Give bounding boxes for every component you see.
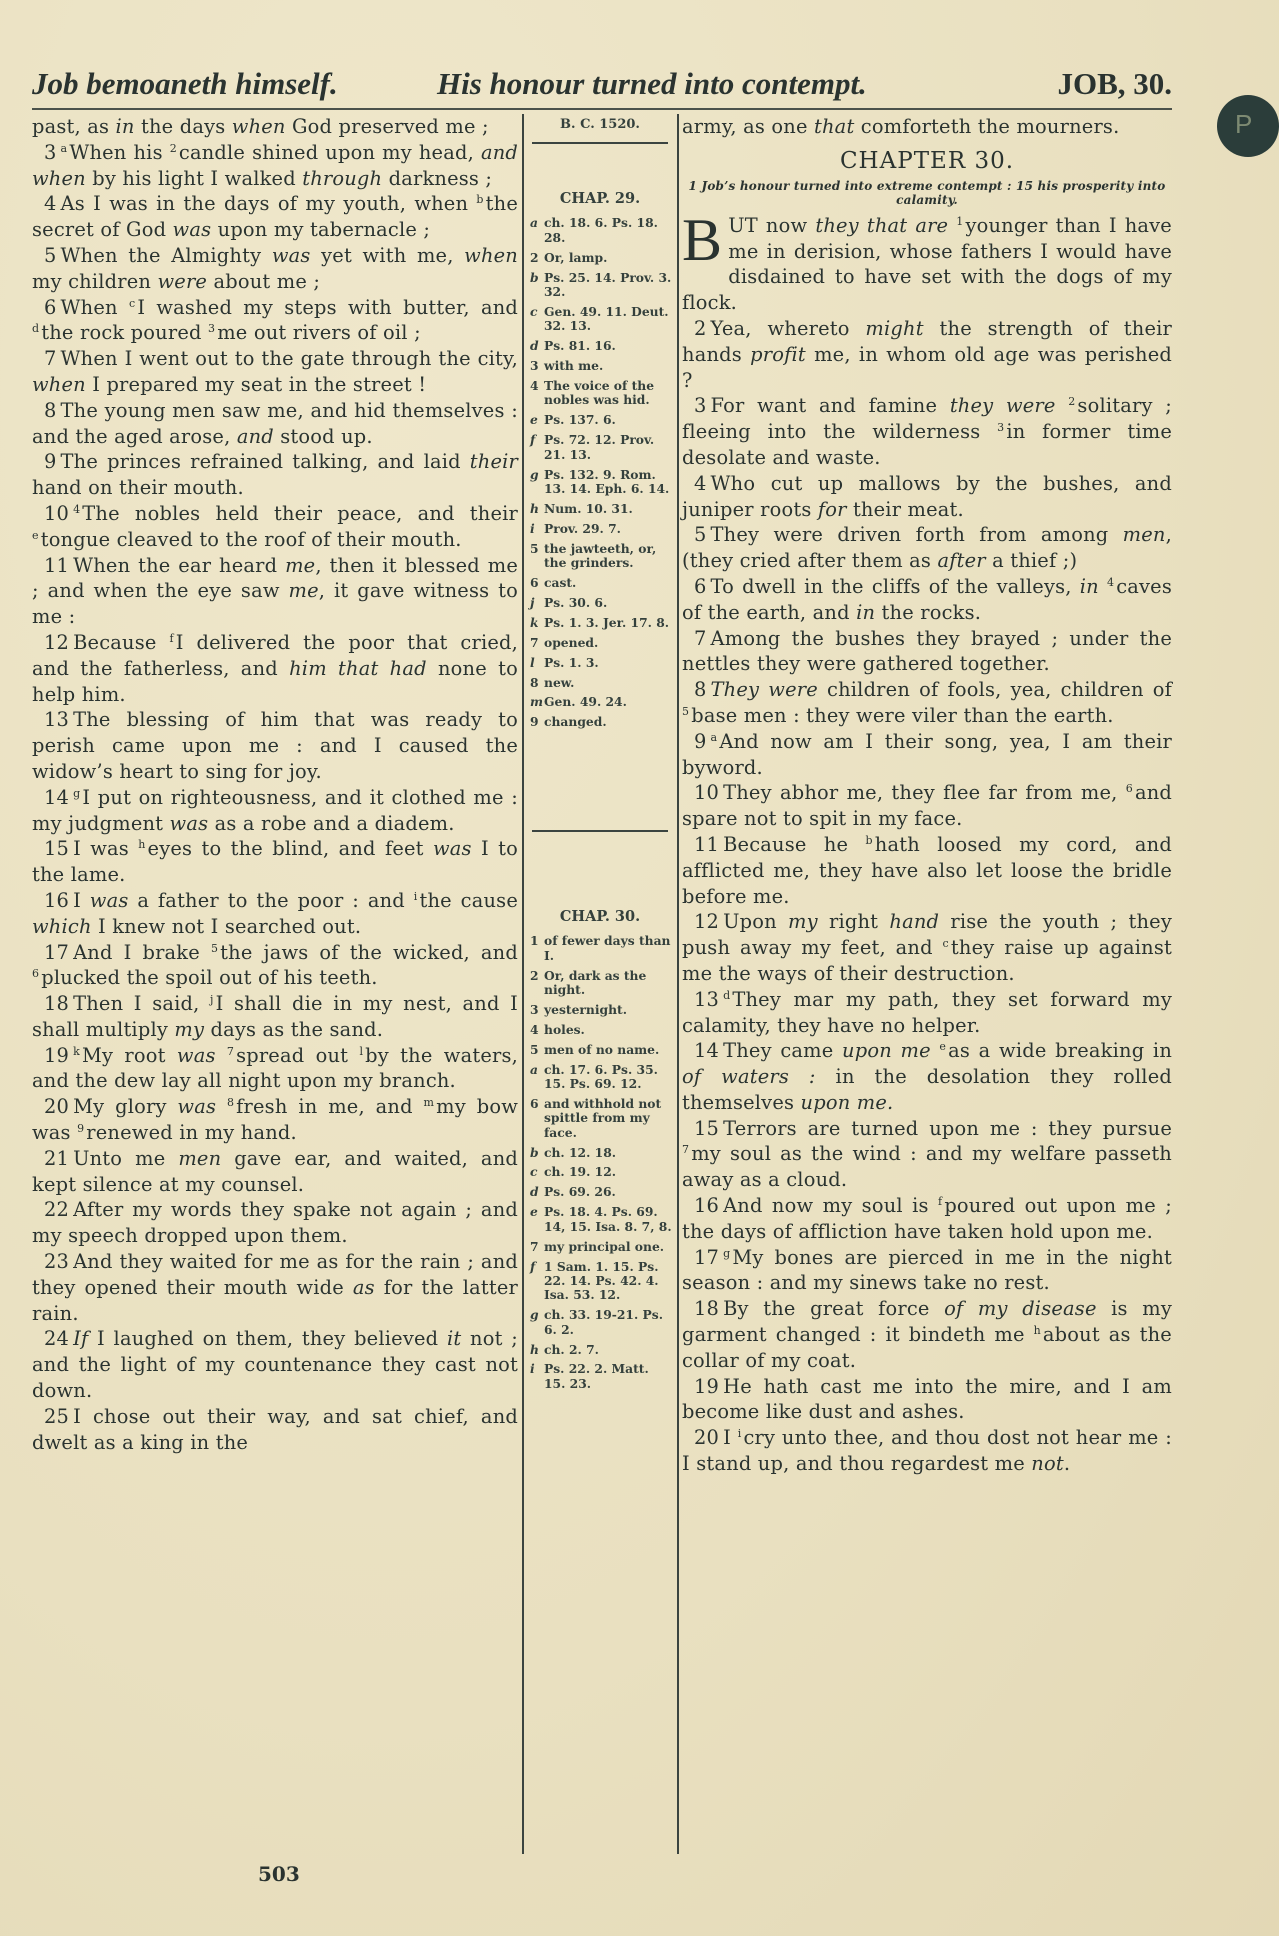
verse-number: 8 (44, 398, 57, 422)
verse-number: 20 (694, 1426, 720, 1450)
verse-text: Because $^f$ I delivered the poor that cried, and the fatherless, and him that had none to help him. (32, 630, 519, 706)
reference-text: cast. (544, 575, 577, 591)
thumb-index-letter: P (1235, 109, 1253, 139)
reference-mark: l (530, 654, 535, 670)
verse-16 (682, 1193, 1172, 1245)
verse-18 (32, 991, 518, 1043)
verse-number: 23 (44, 1250, 70, 1274)
verse-11 (32, 553, 518, 630)
running-head-middle: His honour turned into contempt. (437, 66, 867, 101)
margin-date: B. C. 1520. (560, 117, 640, 132)
verse-text: And now my soul is $^f$ poured out upon me ; the days of affliction have taken hold upon me. (682, 1194, 1172, 1243)
reference-mark: j (530, 594, 535, 610)
verse-10 (682, 780, 1172, 832)
reference-text: Prov. 29. 7. (544, 520, 621, 536)
cross-reference (526, 676, 674, 690)
verse-number: 16 (694, 1194, 720, 1218)
cross-reference (526, 934, 674, 963)
thumb-index-tab[interactable] (1217, 95, 1279, 157)
running-head (32, 66, 1172, 106)
reference-text: Or, dark as the night. (544, 967, 647, 997)
cross-reference (526, 1308, 674, 1337)
reference-text: 1 Sam. 1. 15. Ps. 22. 14. Ps. 42. 4. Isa. 53. 12. (544, 1258, 659, 1303)
verse-number: 8 (694, 678, 707, 702)
verse-1-text: UT now they that are $^1$ younger than I have me in derision, whose fathers I would have disdained to have set with the dogs of my flock. (682, 213, 1172, 315)
verse-number: 7 (694, 626, 707, 650)
verse-number: 13 (44, 708, 70, 732)
reference-text: changed. (544, 714, 607, 730)
carryover-verse (32, 114, 518, 140)
verse-12 (32, 630, 518, 707)
verse-13 (32, 707, 518, 784)
reference-mark: 2 (530, 967, 539, 983)
cross-reference (526, 656, 674, 670)
verse-19 (682, 1374, 1172, 1426)
chapter-29-references (526, 216, 674, 729)
verse-text: The young men saw me, and hid themselves : and the aged arose, and stood up. (32, 398, 518, 448)
verse-13 (682, 987, 1172, 1039)
header-rule (32, 108, 1172, 110)
reference-mark: g (530, 1307, 539, 1323)
verse-number: 9 (694, 729, 707, 753)
reference-text: Ps. 69. 26. (544, 1184, 616, 1200)
cross-reference (526, 695, 674, 709)
verse-text: Who cut up mallows by the bushes, and juniper roots for their meat. (682, 471, 1172, 521)
verse-number: 20 (44, 1095, 70, 1119)
margin-chapter-29-label: CHAP. 29. (559, 190, 641, 207)
verse-text: They came upon me $^e$ as a wide breaking in of waters : in the desolation they rolled themselves upon me. (682, 1039, 1173, 1114)
verse-number: 15 (694, 1116, 720, 1140)
reference-text: and withhold not spittle from my face. (544, 1095, 662, 1140)
verse-text: I chose out their way, and sat chief, and dwelt as a king in the (32, 1404, 518, 1454)
verse-7 (682, 626, 1172, 678)
cross-reference (526, 715, 674, 729)
verse-text: They were children of fools, yea, children of $^5$ base men : they were viler than the earth. (682, 678, 1172, 727)
cross-reference (526, 1063, 674, 1092)
verse-number: 9 (44, 450, 57, 474)
page-number: 503 (258, 1862, 300, 1886)
column-divider-left (522, 114, 524, 1854)
cross-reference (526, 433, 674, 462)
cross-reference (526, 1003, 674, 1017)
reference-mark: 6 (530, 575, 539, 591)
verse-text: $^a$ And now am I their song, yea, I am their byword. (682, 729, 1172, 779)
verse-text: Yea, whereto might the strength of their hands profit me, in whom old age was perished ? (682, 316, 1172, 392)
carryover-verse: army, as one that comforteth the mourners. (682, 115, 1120, 138)
verse-number: 5 (44, 243, 57, 267)
reference-mark: 4 (530, 1021, 539, 1037)
reference-mark: f (530, 432, 536, 448)
verse-12 (682, 909, 1172, 986)
reference-mark: i (530, 1361, 535, 1377)
reference-mark: 5 (530, 1041, 539, 1057)
reference-text: Ps. 81. 16. (544, 338, 616, 354)
running-head-book-chapter: JOB, 30. (1057, 66, 1172, 101)
cross-reference (526, 522, 674, 536)
verse-text: When the ear heard me, then it blessed me ; and when the eye saw me, it gave witness to me : (32, 553, 518, 629)
reference-mark: b (530, 269, 539, 285)
cross-reference (526, 636, 674, 650)
cross-reference (526, 502, 674, 516)
verse-text: For want and famine they were $^2$ solitary ; fleeing into the wilderness $^3$ in former time desolate and waste. (682, 394, 1172, 469)
reference-text: Ps. 22. 2. Matt. 15. 23. (544, 1361, 649, 1391)
reference-mark: e (530, 412, 538, 428)
chapter-30-verses (682, 316, 1172, 1477)
verse-number: 18 (694, 1297, 720, 1321)
verse-number: 2 (694, 316, 707, 340)
verse-text: They abhor me, they flee far from me, $^6$ and spare not to spit in my face. (682, 781, 1172, 831)
reference-mark: a (530, 1061, 538, 1077)
verse-number: 3 (44, 140, 57, 164)
cross-reference (526, 1165, 674, 1179)
verse-text: The blessing of him that was ready to perish came upon me : and I caused the widow’s heart to sing for joy. (32, 708, 518, 783)
verse-text: To dwell in the cliffs of the valleys, in $^4$ caves of the earth, and in the rocks. (682, 574, 1172, 624)
reference-text: Ps. 18. 4. Ps. 69. 14, 15. Isa. 8. 7, 8. (544, 1204, 672, 1234)
verse-20 (32, 1094, 518, 1146)
reference-text: Gen. 49. 11. Deut. 32. 13. (544, 303, 669, 334)
verse-number: 12 (694, 910, 720, 934)
verse-24 (32, 1326, 518, 1403)
reference-text: ch. 2. 7. (544, 1341, 599, 1357)
verse-15 (682, 1116, 1172, 1193)
cross-reference (526, 339, 674, 353)
verse-text: Upon my right hand rise the youth ; they push away my feet, and $^c$ they raise up against me the ways of their destruction. (682, 910, 1172, 985)
verse-text: $^g$ My bones are pierced in me in the night season : and my sinews take no rest. (682, 1245, 1172, 1295)
verse-1 (682, 206, 1172, 316)
margin-chapter-rule (532, 830, 668, 832)
verse-text: $^g$ I put on righteousness, and it clothed me : my judgment was as a robe and a diadem. (32, 785, 518, 835)
cross-reference (526, 1343, 674, 1357)
reference-text: Ps. 1. 3. (544, 654, 599, 670)
reference-mark: 5 (530, 540, 539, 556)
verse-number: 13 (694, 987, 720, 1011)
verse-text: $^d$ They mar my path, they set forward my calamity, they have no helper. (682, 987, 1172, 1037)
cross-reference (526, 576, 674, 590)
verse-5 (32, 243, 518, 295)
verse-text: And I brake $^5$ the jaws of the wicked, and $^6$ plucked the spoil out of his teeth. (32, 940, 518, 990)
verse-text: My glory was $^8$ fresh in me, and $^m$ my bow was $^9$ renewed in my hand. (32, 1095, 519, 1145)
verse-3 (32, 140, 518, 192)
reference-mark: c (530, 1164, 538, 1180)
verse-4 (32, 191, 518, 243)
chapter-title: CHAPTER 30. (839, 147, 1015, 174)
reference-text: Ps. 137. 6. (544, 412, 616, 428)
verse-number: 22 (44, 1198, 70, 1222)
reference-mark: k (530, 614, 539, 630)
reference-mark: b (530, 1144, 539, 1160)
reference-text: ch. 18. 6. Ps. 18. 28. (544, 215, 658, 245)
verse-14 (682, 1038, 1172, 1115)
verse-text: I was a father to the poor : and $^i$ the cause which I knew not I searched out. (32, 888, 518, 938)
cross-reference (526, 1362, 674, 1391)
cross-reference (526, 969, 674, 998)
verse-number: 16 (44, 888, 70, 912)
verse-number: 4 (694, 471, 707, 495)
verse-text: Among the bushes they brayed ; under the nettles they were gathered together. (682, 626, 1172, 676)
cross-reference (526, 1023, 674, 1037)
running-head-left: Job bemoaneth himself. (32, 66, 338, 101)
verse-14 (32, 785, 518, 837)
verse-16 (32, 888, 518, 940)
cross-reference (526, 1240, 674, 1254)
verse-number: 14 (44, 785, 70, 809)
verse-17 (682, 1245, 1172, 1297)
verse-9 (32, 449, 518, 501)
verse-number: 11 (694, 832, 720, 856)
cross-reference (526, 1043, 674, 1057)
verse-text: He hath cast me into the mire, and I am become like dust and ashes. (682, 1374, 1172, 1424)
verse-text: past, as in the days when God preserved me ; (32, 115, 489, 138)
verse-7 (32, 346, 518, 398)
reference-text: Or, lamp. (544, 249, 608, 265)
verse-number: 18 (44, 992, 70, 1016)
verse-text: After my words they spake not again ; and my speech dropped upon them. (32, 1198, 518, 1248)
verse-text: Terrors are turned upon me : they pursue $^7$ my soul as the wind : and my welfare passeth away as a cloud. (682, 1116, 1172, 1192)
verse-text: $^a$ When his $^2$ candle shined upon my head, and when by his light I walked through darkness ; (32, 140, 518, 190)
reference-mark: 7 (530, 1238, 539, 1254)
reference-text: the jawteeth, or, the grinders. (544, 540, 657, 571)
reference-text: Ps. 30. 6. (544, 594, 608, 610)
verse-number: 17 (694, 1245, 720, 1269)
verse-5 (682, 522, 1172, 574)
verse-25 (32, 1404, 518, 1456)
reference-mark: 8 (530, 674, 539, 690)
verse-8 (682, 677, 1172, 729)
right-text-column (682, 114, 1172, 1477)
reference-mark: c (530, 303, 538, 319)
verse-number: 19 (694, 1374, 720, 1398)
cross-reference (526, 305, 674, 334)
verse-number: 17 (44, 940, 70, 964)
reference-text: with me. (544, 358, 604, 374)
center-reference-column (526, 114, 674, 1397)
reference-mark: 4 (530, 378, 539, 394)
verse-21 (32, 1146, 518, 1198)
verse-number: 14 (694, 1039, 720, 1063)
verse-20 (682, 1425, 1172, 1477)
cross-reference (526, 1260, 674, 1303)
chapter-30-references (526, 934, 674, 1391)
verse-number: 10 (694, 781, 720, 805)
verse-text: When I went out to the gate through the city, when I prepared my seat in the street ! (32, 347, 518, 396)
verse-number: 4 (44, 192, 57, 216)
verse-11 (682, 832, 1172, 909)
verse-number: 7 (44, 347, 57, 371)
reference-mark: 3 (530, 1001, 539, 1017)
reference-text: Ps. 72. 12. Prov. 21. 13. (544, 432, 655, 462)
column-divider-right (677, 114, 679, 1854)
reference-mark: d (530, 338, 539, 354)
reference-mark: 6 (530, 1095, 539, 1111)
cross-reference (526, 216, 674, 245)
reference-mark: 7 (530, 634, 539, 650)
reference-text: Gen. 49. 24. (544, 694, 627, 710)
reference-mark: i (530, 520, 535, 536)
verse-number: 5 (694, 523, 707, 547)
reference-mark: a (530, 215, 538, 231)
verse-2 (682, 316, 1172, 393)
reference-mark: 9 (530, 714, 539, 730)
verse-text: And they waited for me as for the rain ; and they opened their mouth wide as for the latter rain. (32, 1250, 518, 1325)
verse-8 (32, 398, 518, 450)
cross-reference (526, 616, 674, 630)
drop-cap: B (682, 206, 723, 273)
verse-text: The princes refrained talking, and laid their hand on their mouth. (32, 450, 518, 500)
reference-text: Num. 10. 31. (544, 500, 633, 516)
cross-reference (526, 379, 674, 408)
verse-number: 15 (44, 837, 70, 861)
verse-text: Unto me men gave ear, and waited, and kept silence at my counsel. (32, 1146, 518, 1196)
verse-3 (682, 393, 1172, 470)
reference-mark: h (530, 1341, 539, 1357)
verse-text: Because he $^b$ hath loosed my cord, and afflicted me, they have also let loose the bridle before me. (682, 832, 1172, 908)
verse-text: As I was in the days of my youth, when $^b$ the secret of God was upon my tabernacle ; (32, 192, 518, 242)
reference-mark: 2 (530, 249, 539, 265)
reference-text: of fewer days than I. (544, 933, 671, 963)
reference-mark: h (530, 500, 539, 516)
verse-text: They were driven forth from among men, (they cried after them as after a thief ;) (682, 523, 1172, 573)
cross-reference (526, 251, 674, 265)
reference-text: ch. 17. 6. Ps. 35. 15. Ps. 69. 12. (544, 1061, 658, 1091)
reference-text: Ps. 25. 14. Prov. 3. 32. (544, 269, 672, 300)
verse-text: If I laughed on them, they believed it not ; and the light of my countenance they cast not down. (32, 1327, 518, 1403)
reference-text: holes. (544, 1021, 585, 1037)
verse-text: Then I said, $^j$ I shall die in my nest, and I shall multiply my days as the sand. (32, 992, 518, 1041)
cross-reference (526, 1097, 674, 1140)
verse-number: 19 (44, 1043, 70, 1067)
reference-text: new. (544, 674, 575, 690)
verse-19 (32, 1043, 518, 1095)
left-text-column (32, 114, 518, 1455)
verse-15 (32, 836, 518, 888)
verse-6 (682, 574, 1172, 626)
verse-text: I was $^h$ eyes to the blind, and feet was I to the lame. (32, 837, 518, 887)
verse-text: $^k$ My root was $^7$ spread out $^l$ by the waters, and the dew lay all night upon my branch. (32, 1043, 518, 1093)
verse-text: By the great force of my disease is my garment changed : it bindeth me $^h$ about as the collar of my coat. (682, 1297, 1172, 1372)
verse-text: $^4$ The nobles held their peace, and their $^e$ tongue cleaved to the roof of their mouth. (32, 501, 518, 551)
reference-mark: d (530, 1184, 539, 1200)
verse-number: 21 (44, 1146, 70, 1170)
verse-23 (32, 1249, 518, 1326)
reference-text: my principal one. (544, 1238, 665, 1254)
verse-number: 11 (44, 553, 70, 577)
reference-text: Ps. 1. 3. Jer. 17. 8. (544, 614, 670, 630)
verse-number: 6 (694, 574, 707, 598)
cross-reference (526, 359, 674, 373)
verse-text: I $^i$ cry unto thee, and thou dost not hear me : I stand up, and thou regardest me not. (682, 1426, 1172, 1476)
reference-mark: e (530, 1204, 538, 1220)
verse-22 (32, 1197, 518, 1249)
cross-reference (526, 542, 674, 571)
cross-reference (526, 1146, 674, 1160)
reference-text: yesternight. (544, 1001, 627, 1017)
reference-mark: 3 (530, 358, 539, 374)
cross-reference (526, 1185, 674, 1199)
verse-number: 10 (44, 501, 70, 525)
verse-6 (32, 295, 518, 347)
verse-number: 25 (44, 1404, 70, 1428)
verse-10 (32, 501, 518, 553)
reference-mark: 1 (530, 933, 539, 949)
reference-mark: m (530, 694, 544, 710)
reference-mark: g (530, 466, 539, 482)
reference-text: men of no name. (544, 1041, 660, 1057)
verse-number: 3 (694, 394, 707, 418)
verse-17 (32, 940, 518, 992)
verse-text: When $^c$ I washed my steps with butter, and $^d$ the rock poured $^3$ me out rivers of oil ; (32, 295, 519, 345)
verse-text: When the Almighty was yet with me, when my children were about me ; (32, 243, 518, 293)
verse-number: 24 (44, 1327, 70, 1351)
verse-4 (682, 471, 1172, 523)
verse-number: 12 (44, 630, 70, 654)
reference-mark: f (530, 1258, 536, 1274)
cross-reference (526, 1205, 674, 1234)
margin-date-rule (532, 142, 668, 144)
reference-text: ch. 33. 19-21. Ps. 6. 2. (544, 1307, 664, 1337)
verse-18 (682, 1296, 1172, 1373)
verse-number: 6 (44, 295, 57, 319)
cross-reference (526, 271, 674, 300)
reference-text: Ps. 132. 9. Rom. 13. 14. Eph. 6. 14. (544, 466, 670, 496)
cross-reference (526, 413, 674, 427)
verse-9 (682, 729, 1172, 781)
reference-text: The voice of the nobles was hid. (544, 378, 655, 408)
cross-reference (526, 468, 674, 497)
reference-text: ch. 12. 18. (544, 1144, 617, 1160)
cross-reference (526, 596, 674, 610)
reference-text: opened. (544, 634, 599, 650)
margin-chapter-30-label: CHAP. 30. (559, 907, 641, 925)
chapter-summary: 1 Job’s honour turned into extreme contempt : 15 his prosperity into calamity. (688, 178, 1166, 207)
reference-text: ch. 19. 12. (544, 1164, 617, 1180)
